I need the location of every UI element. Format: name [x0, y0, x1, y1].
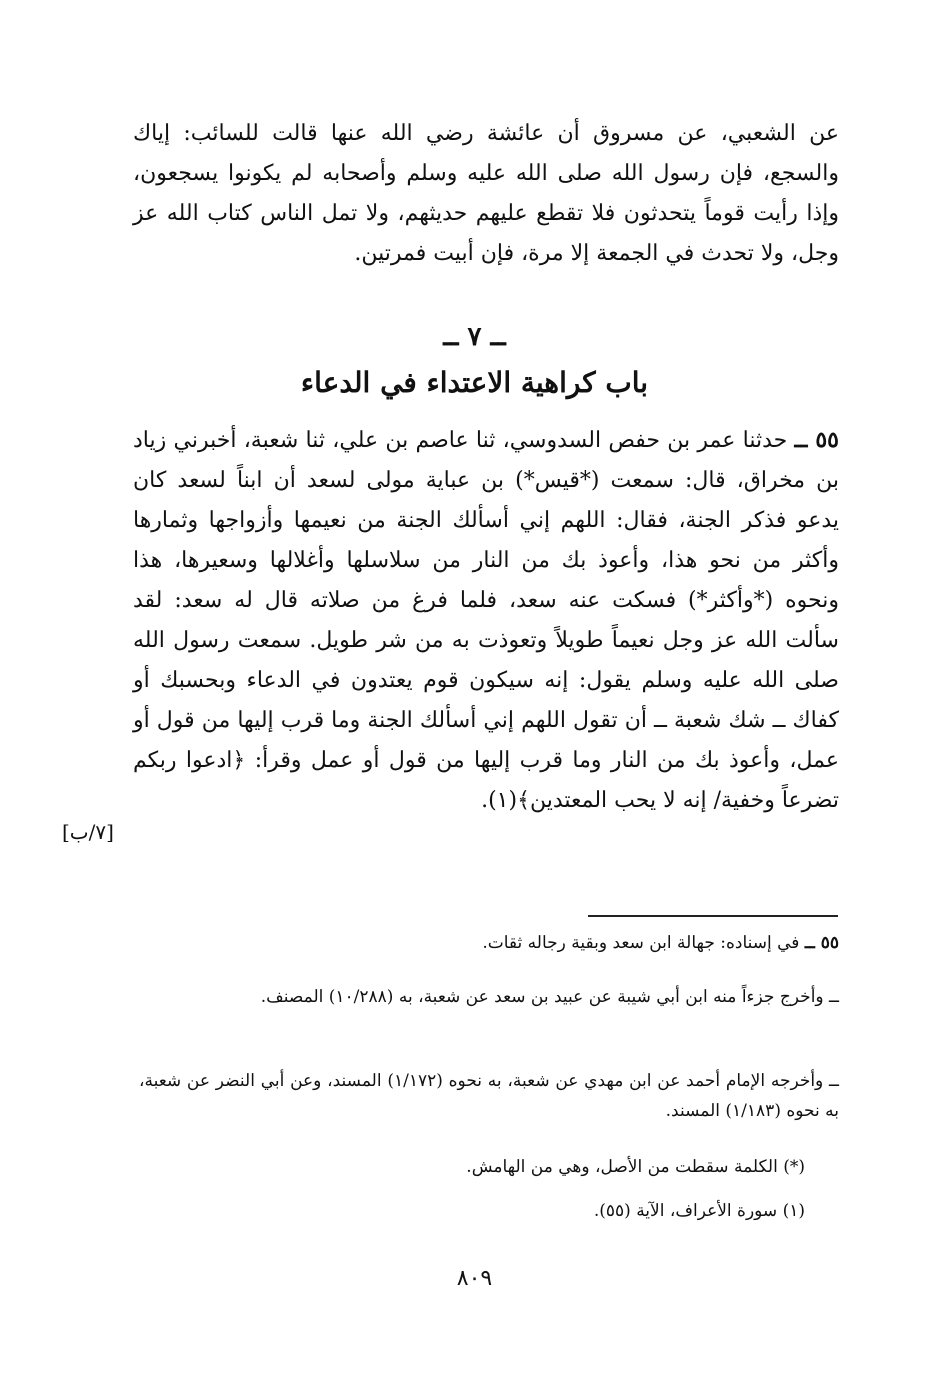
footnote-1: (١) سورة الأعراف، الآية (٥٥).	[593, 1201, 805, 1221]
hadith-text: حدثنا عمر بن حفص السدوسي، ثنا عاصم بن علي، ثنا شعبة، أخبرني زياد بن مخراق، قال: سمعت (*قيس*) بن عباية مولى لسعد أن ابناً لسعد كان يدعو فذكر الجنة، فقال: اللهم إني أسألك الجنة من نعيمها وأزواجها وثمارها وأكثر من نحو هذا، وأعوذ بك من النار من سلاسلها وأغلالها وسعيرها، هذا ونحوه (*وأكثر*) فسكت عنه سعد، فلما فرغ من صلاته قال له سعد: لقد سألت الله عز وجل نعيماً طويلاً وتعوذت به من شر طويل. سمعت رسول الله صلى الله عليه وسلم يقول: إنه سيكون قوم يعتدون في الدعاء وبحسبك أو كفاك ــ شك شعبة ــ أن تقول اللهم إني أسألك الجنة وما قرب إليها من قول أو عمل، وأعوذ بك من النار وما قرب إليها من قول أو عمل وقرأ: ﴿ادعوا ربكم تضرعاً وخفية/ إنه لا يحب المعتدين﴾(١).	[133, 428, 839, 813]
hadith-paragraph	[133, 420, 839, 821]
footnote-ahmad: ــ وأخرجه الإمام أحمد عن ابن مهدي عن شعبة، به نحوه (١/١٧٢) المسند، وعن أبي النضر عن شعبة، به نحوه (١/١٨٣) المسند.	[139, 1071, 839, 1121]
footnote-55	[139, 928, 839, 958]
footnote-star: (*) الكلمة سقطت من الأصل، وهي من الهامش.	[466, 1157, 805, 1177]
footnote-separator	[588, 915, 838, 917]
manuscript-folio-reference: [٧/ب]	[62, 820, 114, 844]
opening-paragraph: عن الشعبي، عن مسروق أن عائشة رضي الله عنها قالت للسائب: إياك والسجع، فإن رسول الله صلى الله عليه وسلم وأصحابه لم يكونوا يسجعون، وإذا رأيت قوماً يتحدثون فلا تقطع عليهم حديثهم، ولا تمل الناس كتاب الله عز وجل، ولا تحدث في الجمعة إلا مرة، فإن أبيت فمرتين.	[133, 121, 839, 266]
footnote-ibn-abi-shaybah: ــ وأخرج جزءاً منه ابن أبي شيبة عن عبيد بن سعد عن شعبة، به (١٠/٢٨٨) المصنف.	[260, 987, 839, 1007]
hadith-number: ٥٥ ــ	[794, 427, 839, 453]
page-number: ٨٠٩	[456, 1266, 493, 1291]
chapter-title: باب كراهية الاعتداء في الدعاء	[300, 366, 649, 399]
chapter-number: ــ ٧ ــ	[443, 322, 506, 352]
footnote-55-number: ٥٥ ــ	[804, 933, 839, 953]
footnote-55-text: في إسناده: جهالة ابن سعد وبقية رجاله ثقات.	[482, 933, 800, 953]
